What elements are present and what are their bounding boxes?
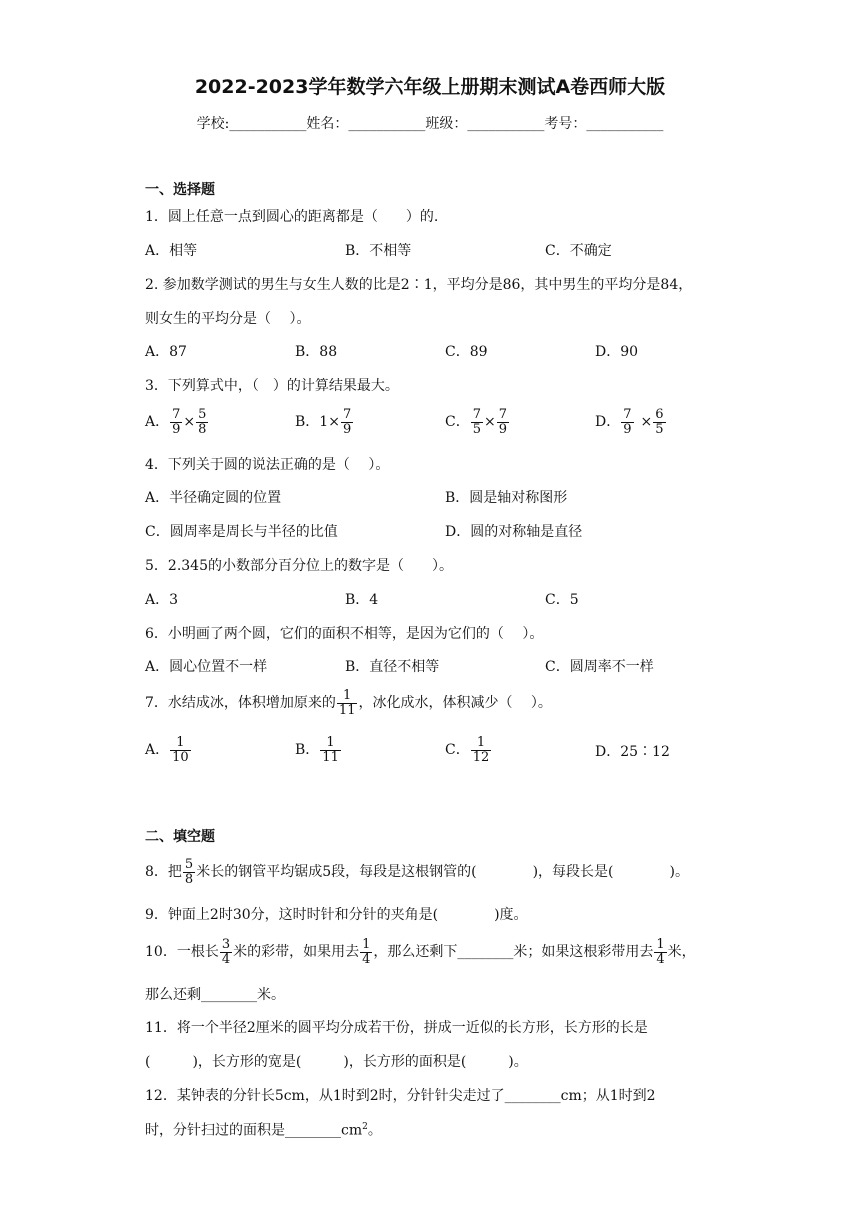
numerator: 3	[221, 937, 231, 952]
numerator: 7	[623, 407, 632, 422]
numerator: 7	[498, 407, 508, 422]
q4-option-d: D．圆的对称轴是直径	[445, 524, 583, 540]
q5-option-a: A．3	[145, 592, 179, 608]
question-4: 4．下列关于圆的说法正确的是（ ）。	[145, 457, 390, 473]
question-3: 3．下列算式中，（ ）的计算结果最大。	[145, 378, 399, 394]
q7-option-c	[445, 736, 492, 764]
fraction	[337, 689, 358, 717]
q10-text-2: 米的彩带，如果用去	[233, 944, 360, 961]
q1-option-a: A．相等	[145, 243, 198, 259]
q5-option-b: B．4	[345, 592, 379, 608]
fraction	[320, 736, 341, 764]
q4-option-a: A．半径确定圆的位置	[145, 490, 282, 506]
numerator: 1	[656, 937, 665, 952]
fraction	[653, 408, 665, 436]
q7-option-a	[145, 736, 192, 764]
q3-option-d	[595, 408, 667, 436]
denominator: 4	[221, 951, 231, 967]
numerator: 1	[471, 736, 492, 751]
q2-option-a: A．87	[145, 344, 187, 360]
numerator: 1	[362, 937, 371, 952]
section-fill-heading: 二、填空题	[145, 829, 215, 845]
fraction	[471, 736, 492, 764]
q10-text-4: 米，	[667, 944, 696, 961]
q7-a-label: A．	[145, 742, 170, 759]
denominator: 5	[472, 421, 481, 437]
fraction	[196, 408, 208, 436]
q8-text-start: 8．把	[145, 864, 182, 881]
fraction	[497, 408, 509, 436]
denominator: 10	[172, 749, 189, 765]
q7-option-d: D．25∶12	[595, 744, 670, 760]
denominator: 12	[472, 749, 490, 765]
denominator: 11	[322, 749, 339, 765]
denominator: 4	[656, 951, 665, 967]
times-sign: ×	[640, 414, 653, 431]
q4-option-c: C．圆周率是周长与半径的比值	[145, 524, 338, 540]
q3-c-label: C．	[445, 414, 470, 431]
q5-option-c: C．5	[545, 592, 579, 608]
q7-c-label: C．	[445, 742, 470, 759]
fraction	[471, 408, 483, 436]
denominator: 9	[498, 421, 508, 437]
question-1: 1．圆上任意一点到圆心的距离都是（ ）的.	[145, 209, 439, 225]
q10-text-1: 10．一根长	[145, 944, 219, 961]
fraction	[170, 408, 182, 436]
q2-option-d: D．90	[595, 344, 639, 360]
question-10-line1	[145, 938, 696, 966]
times-sign: ×	[183, 414, 196, 431]
fraction	[621, 408, 633, 436]
fraction	[170, 736, 191, 764]
q7-text-end: ，冰化成水，体积减少（ ）。	[358, 695, 552, 712]
q10-text-3: ，那么还剩下________米；如果这根彩带用去	[373, 944, 654, 961]
denominator: 11	[338, 702, 356, 718]
q3-option-c	[445, 408, 510, 436]
q4-option-b: B．圆是轴对称图形	[445, 490, 568, 506]
q3-option-b	[295, 408, 354, 436]
question-5: 5．2.345的小数部分百分位上的数字是（ ）。	[145, 558, 453, 574]
numerator: 7	[342, 407, 352, 422]
denominator: 9	[342, 421, 352, 437]
numerator: 1	[320, 736, 341, 751]
denominator: 5	[655, 421, 664, 437]
q6-option-a: A．圆心位置不一样	[145, 659, 268, 675]
numerator: 1	[170, 736, 191, 751]
question-10-line2: 那么还剩________米。	[145, 987, 285, 1003]
question-7	[145, 689, 552, 717]
q7-option-b	[295, 736, 342, 764]
numerator: 5	[198, 407, 207, 422]
q1-option-c: C．不确定	[545, 243, 612, 259]
question-12-line2	[145, 1123, 382, 1138]
q3-d-label: D．	[595, 414, 621, 431]
fraction	[220, 938, 232, 966]
page-title: 2022-2023学年数学六年级上册期末测试A卷西师大版	[194, 76, 666, 98]
numerator: 6	[655, 407, 664, 422]
question-9: 9．钟面上2时30分，这时时针和分针的夹角是( )度。	[145, 907, 528, 923]
q3-a-label: A．	[145, 414, 170, 431]
one-times: 1×	[319, 414, 340, 431]
denominator: 8	[198, 421, 207, 437]
q7-b-label: B．	[295, 742, 320, 759]
denominator: 9	[623, 421, 632, 437]
denominator: 4	[362, 951, 371, 967]
q6-option-c: C．圆周率不一样	[545, 659, 654, 675]
q8-text-end: 米长的钢管平均锯成5段，每段是这根钢管的( )，每段长是( )。	[196, 864, 689, 881]
q2-option-c: C．89	[445, 344, 488, 360]
numerator: 7	[472, 407, 481, 422]
q6-option-b: B．直径不相等	[345, 659, 440, 675]
times-sign: ×	[484, 414, 496, 431]
q7-text-start: 7．水结成冰，体积增加原来的	[145, 695, 336, 712]
q2-option-b: B．88	[295, 344, 338, 360]
question-11-line2: ( )，长方形的宽是( )，长方形的面积是( )。	[145, 1054, 528, 1070]
q12-end: 。	[367, 1122, 382, 1139]
fraction	[654, 938, 666, 966]
superscript: 2	[362, 1122, 368, 1132]
fraction	[360, 938, 372, 966]
numerator: 7	[172, 407, 181, 422]
question-6: 6．小明画了两个圆，它们的面积不相等，是因为它们的（ ）。	[145, 626, 544, 642]
fraction	[341, 408, 353, 436]
section-choice-heading: 一、选择题	[145, 182, 215, 198]
question-8	[145, 858, 689, 886]
q3-b-label: B．	[295, 414, 320, 431]
denominator: 8	[184, 871, 194, 887]
fraction	[183, 858, 195, 886]
question-11-line1: 11．将一个半径2厘米的圆平均分成若干份，拼成一近似的长方形，长方形的长是	[145, 1020, 648, 1036]
q3-option-a	[145, 408, 209, 436]
denominator: 9	[172, 421, 181, 437]
student-info-line: 学校:___________姓名：___________班级：___________考号：___________	[196, 116, 664, 132]
q1-option-b: B．不相等	[345, 243, 412, 259]
numerator: 1	[337, 689, 358, 704]
numerator: 5	[184, 857, 194, 872]
question-12-line1: 12．某钟表的分针长5cm，从1时到2时，分针针尖走过了________cm；从1时到2	[145, 1088, 656, 1104]
question-2-line1: 2. 参加数学测试的男生与女生人数的比是2∶1，平均分是86，其中男生的平均分是84，	[145, 277, 693, 293]
q12-text: 时，分针扫过的面积是________cm	[145, 1122, 363, 1139]
question-2-line2: 则女生的平均分是（ ）。	[145, 311, 311, 327]
